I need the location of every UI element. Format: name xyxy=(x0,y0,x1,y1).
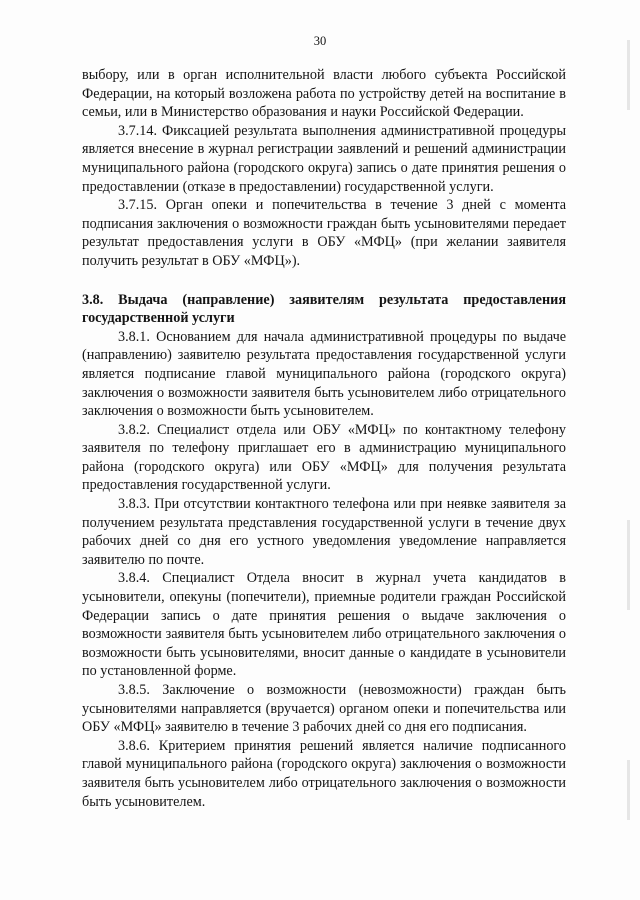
section-heading-3-8: 3.8. Выдача (направление) заявителям результата предоставления государственной услуги xyxy=(82,291,566,327)
paragraph-continuation: выбору, или в орган исполнительной власти любого субъекта Российской Федерации, на который возложена работа по устройству детей на воспитание в семьи, или в Министерство образования и науки Российской Федерации. xyxy=(82,67,566,121)
paragraph-3-8-2: 3.8.2. Специалист отдела или ОБУ «МФЦ» по контактному телефону заявителя по телефону приглашает его в администрацию муниципального района (городского округа) или ОБУ «МФЦ» для получения результата предоставления государственной услуги. xyxy=(82,421,566,494)
document-body xyxy=(82,66,566,811)
scan-artifact xyxy=(627,40,630,110)
scan-artifact xyxy=(627,760,630,820)
paragraph-3-7-14: 3.7.14. Фиксацией результата выполнения административной процедуры является внесение в журнал регистрации заявлений и решений администрации муниципального района (городского округа) запись о дате принятия решения о предоставлении (отказе в предоставлении) государственной услуги. xyxy=(82,122,566,195)
paragraph-3-8-3: 3.8.3. При отсутствии контактного телефона или при неявке заявителя за получением результата представления государственной услуги в течение двух рабочих дней со дня его устного уведомления уведомление направляется заявителю по почте. xyxy=(82,496,566,568)
paragraph-3-8-4: 3.8.4. Специалист Отдела вносит в журнал учета кандидатов в усыновители, опекуны (попечители), приемные родители граждан Российской Федерации запись о дате принятия решения о выдаче заключения о возможности заявителя быть усыновителем либо отрицательного заключения о возможности быть усыновителями, вносит данные о кандидате в усыновители по установленной форме. xyxy=(82,570,566,680)
scan-artifact xyxy=(627,520,630,610)
paragraph-3-8-1: 3.8.1. Основанием для начала административной процедуры по выдаче (направлению) заявителю результата предоставления государственной услуги является подписание главой муниципального района (городского округа) заключения о возможности заявителя быть усыновителем либо отрицательного заключения о возможности быть усыновителем. xyxy=(82,328,566,420)
page-number: 30 xyxy=(313,34,327,48)
paragraph-3-8-6: 3.8.6. Критерием принятия решений является наличие подписанного главой муниципального района (городского округа) заключения о возможности заявителя быть усыновителем либо отрицательного заключения о возможности быть усыновителем. xyxy=(82,737,566,810)
paragraph-3-8-5: 3.8.5. Заключение о возможности (невозможности) граждан быть усыновителями направляется (вручается) органом опеки и попечительства или ОБУ «МФЦ» заявителю в течение 3 рабочих дней со дня его подписания. xyxy=(82,682,566,736)
paragraph-3-7-15: 3.7.15. Орган опеки и попечительства в течение 3 дней с момента подписания заключения о возможности граждан быть усыновителями передает результат предоставления услуги в ОБУ «МФЦ» (при желании заявителя получить результат в ОБУ «МФЦ»). xyxy=(82,197,566,269)
